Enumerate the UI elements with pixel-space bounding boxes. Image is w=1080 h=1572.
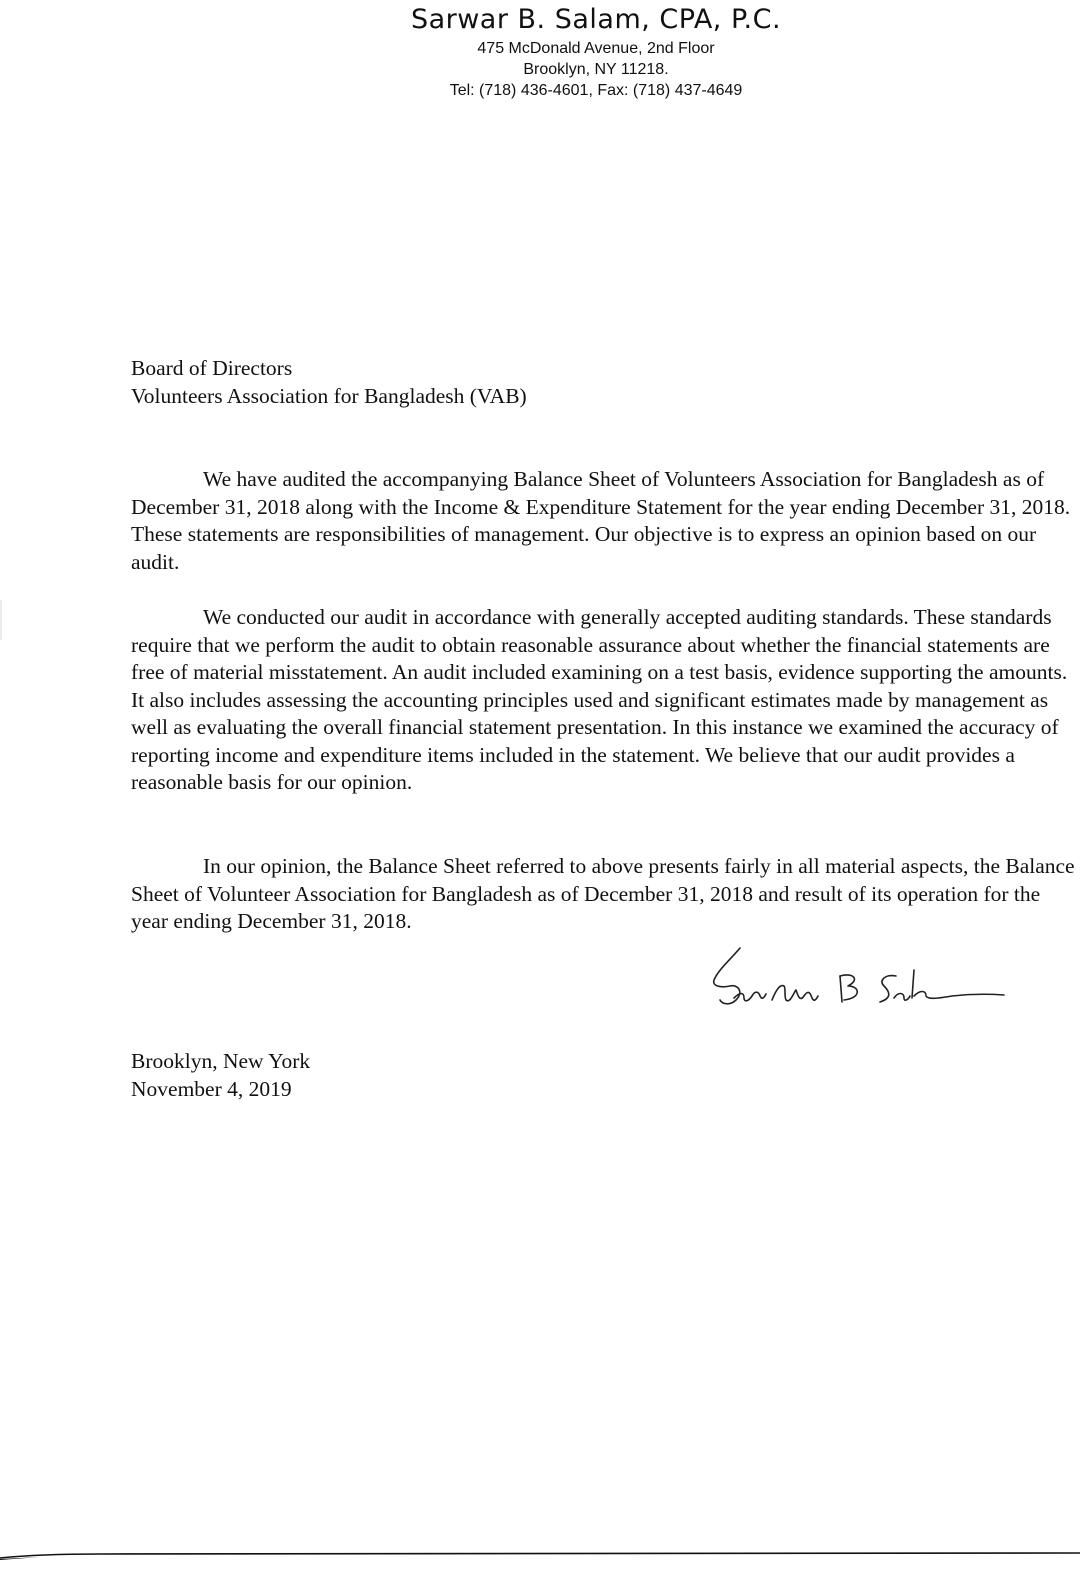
signing-location-block — [131, 1048, 310, 1103]
firm-contact: Tel: (718) 436-4601, Fax: (718) 437-4649 — [449, 82, 743, 99]
bottom-scan-edge — [0, 1549, 1080, 1563]
firm-address-line1: 475 McDonald Avenue, 2nd Floor — [477, 40, 715, 57]
signing-date: November 4, 2019 — [131, 1076, 292, 1101]
firm-name: Sarwar B. Salam, CPA, P.C. — [410, 4, 782, 35]
firm-address-line2: Brooklyn, NY 11218. — [523, 61, 669, 78]
addressee-block — [131, 355, 1031, 410]
paragraph-scope: We have audited the accompanying Balance Sheet of Volunteers Association for Bangladesh as of December 31, 2018 along with the Income & Expenditure Statement for the year ending December 31, 2018. These statements are responsibilities of management. Our objective is to express an opinion based on our audit. — [131, 467, 1071, 574]
handwritten-signature — [700, 940, 1020, 1030]
scan-edge-mark — [0, 600, 6, 640]
addressee-line2: Volunteers Association for Bangladesh (VAB) — [131, 383, 527, 408]
letterhead — [0, 2, 1080, 101]
paragraph-opinion: In our opinion, the Balance Sheet referred to above presents fairly in all material aspects, the Balance Sheet of Volunteer Association for Bangladesh as of December 31, 2018 and result of its operation for the year ending December 31, 2018. — [131, 854, 1075, 933]
paragraph-audit-standards: We conducted our audit in accordance with generally accepted auditing standards. These standards require that we perform the audit to obtain reasonable assurance about whether the financial statements are free of material misstatement. An audit included examining on a test basis, evidence supporting the amounts. It also includes assessing the accounting principles used and significant estimates made by management as well as evaluating the overall financial statement presentation. In this instance we examined the accuracy of reporting income and expenditure items included in the statement. We believe that our audit provides a reasonable basis for our opinion. — [131, 605, 1068, 794]
signing-city: Brooklyn, New York — [131, 1049, 311, 1073]
addressee-line1: Board of Directors — [131, 356, 293, 380]
